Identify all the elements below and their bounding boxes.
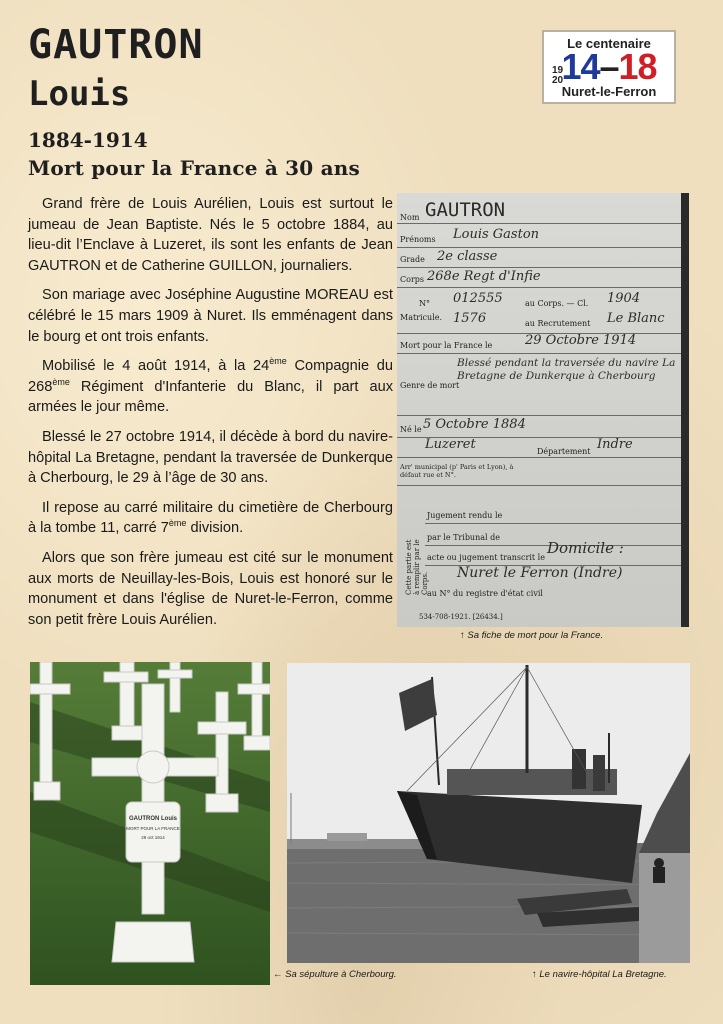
fiche-classe-value: 1904	[607, 291, 641, 306]
fiche-ne-label: Né le	[400, 425, 422, 434]
logo-line3: Nuret-le-Ferron	[561, 84, 657, 99]
fiche-mort-value: 29 Octobre 1914	[525, 333, 637, 348]
fiche-no-label: N°	[419, 299, 430, 308]
paragraph-burial	[28, 498, 393, 539]
grave-photo	[30, 662, 270, 985]
fiche-departement-value: Indre	[597, 437, 633, 452]
fiche-no-value: 012555	[453, 291, 503, 306]
fiche-grade-value: 2e classe	[437, 249, 498, 264]
fiche-nom-label: Nom	[400, 213, 420, 222]
fiche-rule	[397, 353, 681, 354]
death-record-card	[397, 193, 689, 627]
life-years: 1884-1914	[28, 128, 148, 152]
grave-illustration	[30, 662, 270, 985]
firstname-heading: Louis	[28, 74, 131, 114]
p3-sup-1: ème	[269, 356, 287, 367]
fiche-registre-label: au N° du registre d'état civil	[427, 589, 543, 598]
p5-part-b: division.	[186, 520, 244, 537]
fiche-prenoms-value: Louis Gaston	[453, 227, 540, 242]
p5-sup: ème	[168, 518, 187, 529]
p3-part-c: Régiment d'Infanterie du Blanc, il part aux armées le jour même.	[28, 378, 393, 416]
fiche-jugement-label: Jugement rendu le	[427, 511, 503, 520]
surname-heading: GAUTRON	[28, 22, 204, 68]
fiche-rule	[425, 523, 681, 524]
fiche-vertical-note: Cette partie est à remplir par le Corps.	[405, 539, 429, 595]
p5-part-a: Il repose au carré militaire du cimetière de Cherbourg à la tombe 11, carré 7	[28, 499, 393, 537]
fiche-footer: 534-708-1921. [26434.]	[419, 613, 503, 621]
fiche-recrutement-label: au Recrutement	[525, 319, 591, 328]
logo-14: 14	[561, 46, 600, 87]
logo-small-year-top: 19	[552, 65, 564, 76]
biography-text	[28, 194, 393, 639]
fiche-registre-value: Nuret le Ferron (Indre)	[457, 565, 623, 581]
ship-photo	[287, 663, 690, 963]
subtitle: Mort pour la France à 30 ans	[28, 156, 360, 180]
p3-part-b: Compagnie du 268	[28, 358, 393, 395]
fiche-arr-label: Arr' municipal (p' Paris et Lyon), à défaut rue et N°.	[400, 463, 514, 479]
cross-inscription-1: GAUTRON Louis	[129, 816, 177, 822]
fiche-rule	[397, 247, 681, 248]
paragraph-death: Blessé le 27 octobre 1914, il décède à bord du navire-hôpital La Bretagne, pendant la traversée de Dunkerque à Cherbourg, le 29 à l’âge de 30 ans.	[28, 428, 393, 487]
fiche-nom-value: GAUTRON	[425, 199, 506, 221]
fiche-rule	[397, 287, 681, 288]
fiche-rule	[397, 457, 681, 458]
caption-grave: ← Sa sépulture à Cherbourg.	[273, 969, 397, 980]
paragraph-mobilisation	[28, 356, 393, 418]
caption-ship: ↑ Le navire-hôpital La Bretagne.	[532, 969, 667, 980]
p3-part-a: Mobilisé le 4 août 1914, à la 24	[42, 358, 270, 375]
fiche-recrutement-value: Le Blanc	[607, 311, 665, 326]
fiche-rule	[397, 485, 681, 486]
ship-illustration	[287, 663, 690, 963]
cross-inscription-3: 29 oct 1914	[141, 835, 165, 840]
fiche-corps-value: 268e Regt d'Infie	[427, 269, 541, 284]
fiche-matricule-value: 1576	[453, 311, 487, 326]
fiche-corps-label: Corps	[400, 275, 424, 284]
fiche-mort-label: Mort pour la France le	[400, 341, 493, 350]
paragraph-family: Grand frère de Louis Aurélien, Louis est surtout le jumeau de Jean Baptiste. Nés le 5 octobre 1884, au lieu-dit l’Enclave à Luzeret, ils sont les enfants de Jean GAUTRON et de Catherine GUILLON, journaliers.	[28, 196, 393, 274]
logo-dash: –	[599, 46, 619, 87]
fiche-tribunal-label: par le Tribunal de	[427, 533, 500, 542]
fiche-genre-label: Genre de mort	[400, 381, 460, 390]
fiche-ne-value: 5 Octobre 1884	[423, 417, 526, 432]
logo-small-year-bottom: 20	[552, 75, 564, 86]
p3-sup-2: ème	[52, 376, 70, 387]
logo-line1: Le centenaire	[567, 36, 651, 51]
fiche-acte-value: Domicile :	[547, 539, 624, 557]
paragraph-memorial: Alors que son frère jumeau est cité sur le monument aux morts de Neuillay-les-Bois, Louis est honoré sur le monument et dans l'église de Nuret-le-Ferron, comme son petit frère Louis Aurélien.	[28, 549, 393, 628]
fiche-matricule-label: Matricule.	[400, 313, 443, 322]
fiche-genre-value: Blessé pendant la traversée du navire La Bretagne de Dunkerque à Cherbourg	[457, 357, 676, 382]
fiche-au-corps-label: au Corps. — Cl.	[525, 299, 589, 308]
fiche-prenoms-label: Prénoms	[400, 235, 436, 244]
fiche-birthplace-value: Luzeret	[425, 437, 476, 452]
fiche-rule	[397, 267, 681, 268]
cross-inscription-2: MORT POUR LA FRANCE	[126, 826, 180, 831]
centenaire-logo	[542, 30, 676, 104]
fiche-departement-label: Département	[537, 447, 591, 456]
fiche-rule	[397, 415, 681, 416]
paragraph-marriage: Son mariage avec Joséphine Augustine MOREAU est célébré le 15 mars 1909 à Nuret. Ils emménagent dans le bourg et ont trois enfants.	[28, 287, 393, 345]
caption-fiche: ↑ Sa fiche de mort pour la France.	[460, 630, 604, 641]
fiche-grade-label: Grade	[400, 255, 425, 264]
logo-18: 18	[618, 46, 657, 87]
fiche-acte-label: acte ou jugement transcrit le	[427, 553, 545, 562]
fiche-rule	[397, 223, 681, 224]
logo-numbers	[544, 48, 674, 86]
